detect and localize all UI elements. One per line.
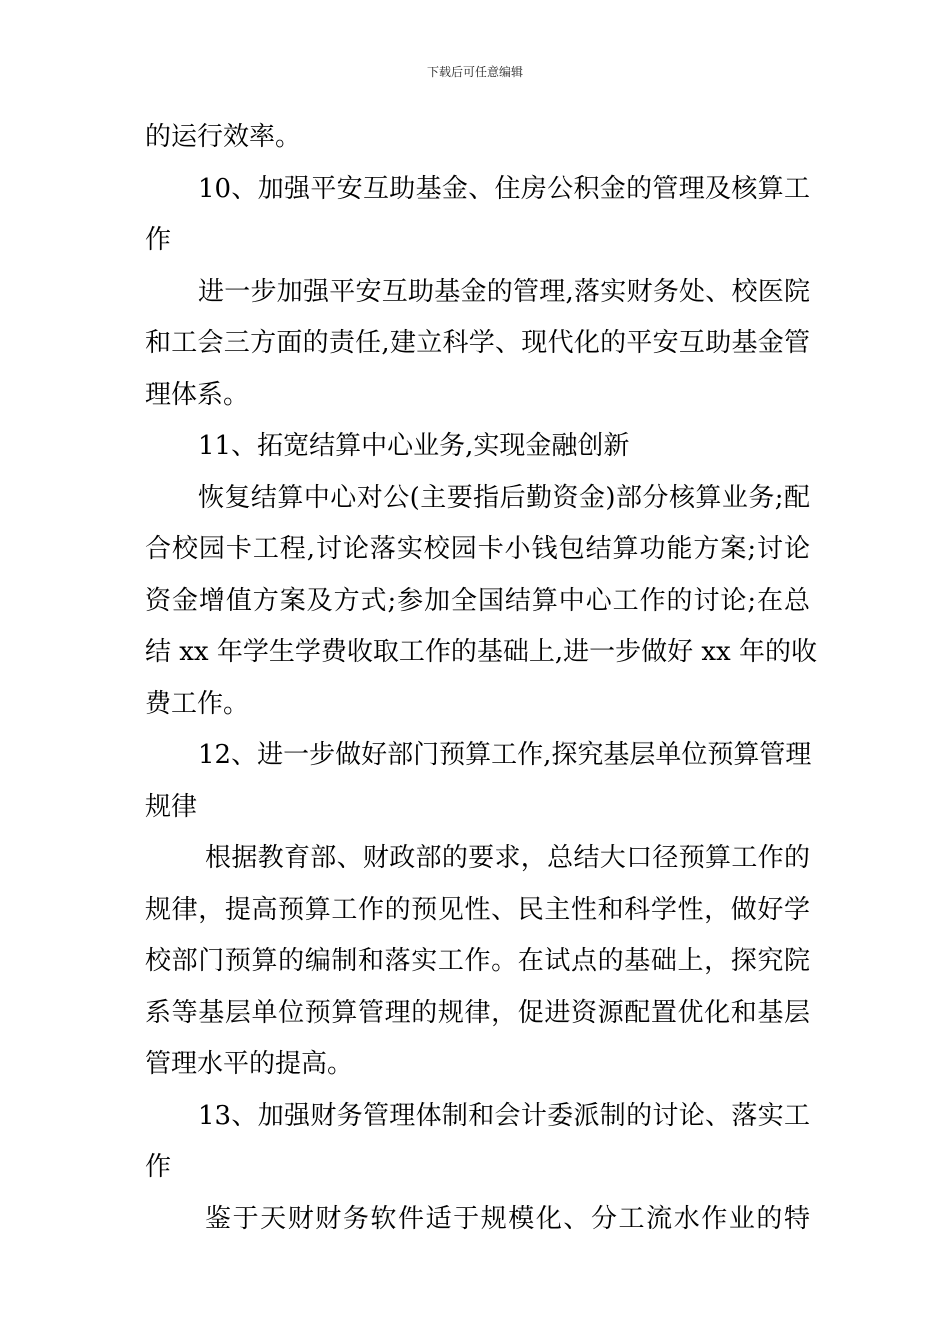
text-line: 合校园卡工程,讨论落实校园卡小钱包结算功能方案;讨论	[145, 534, 810, 564]
document-body	[145, 122, 817, 1257]
paragraph-start: 恢复结算中心对公(主要指后勤资金)部分核算业务;配	[198, 482, 810, 513]
section-heading: 13、加强财务管理体制和会计委派制的讨论、落实工	[198, 1100, 810, 1131]
text-line: 系等基层单位预算管理的规律，促进资源配置优化和基层	[145, 997, 810, 1028]
text-line: 资金增值方案及方式;参加全国结算中心工作的讨论;在总	[145, 585, 810, 616]
text-line: 和工会三方面的责任,建立科学、现代化的平安互助基金管	[145, 328, 810, 358]
paragraph-start: 鉴于天财财务软件适于规模化、分工流水作业的特	[205, 1203, 810, 1234]
text-line: 作	[145, 225, 172, 255]
text-line: 费工作。	[145, 688, 250, 719]
text-line: 规律	[145, 791, 198, 822]
paragraph-start: 进一步加强平安互助基金的管理,落实财务处、校医院	[198, 276, 810, 307]
text-line: 校部门预算的编制和落实工作。在试点的基础上，探究院	[145, 946, 810, 976]
text-line: 的运行效率。	[145, 122, 302, 152]
text-line: 管理水平的提高。	[145, 1049, 354, 1079]
section-heading: 12、进一步做好部门预算工作,探究基层单位预算管理	[198, 740, 812, 770]
section-heading: 11、拓宽结算中心业务,实现金融创新	[198, 431, 630, 461]
text-line: 作	[145, 1152, 172, 1182]
text-line: 规律，提高预算工作的预见性、民主性和科学性，做好学	[145, 894, 810, 925]
page-header: 下载后可任意编辑	[426, 65, 523, 79]
section-heading: 10、加强平安互助基金、住房公积金的管理及核算工	[198, 173, 810, 204]
paragraph-start: 根据教育部、财政部的要求，总结大口径预算工作的	[205, 843, 810, 873]
text-line: 结 xx 年学生学费收取工作的基础上,进一步做好 xx 年的收	[145, 637, 817, 667]
text-line: 理体系。	[145, 379, 250, 410]
